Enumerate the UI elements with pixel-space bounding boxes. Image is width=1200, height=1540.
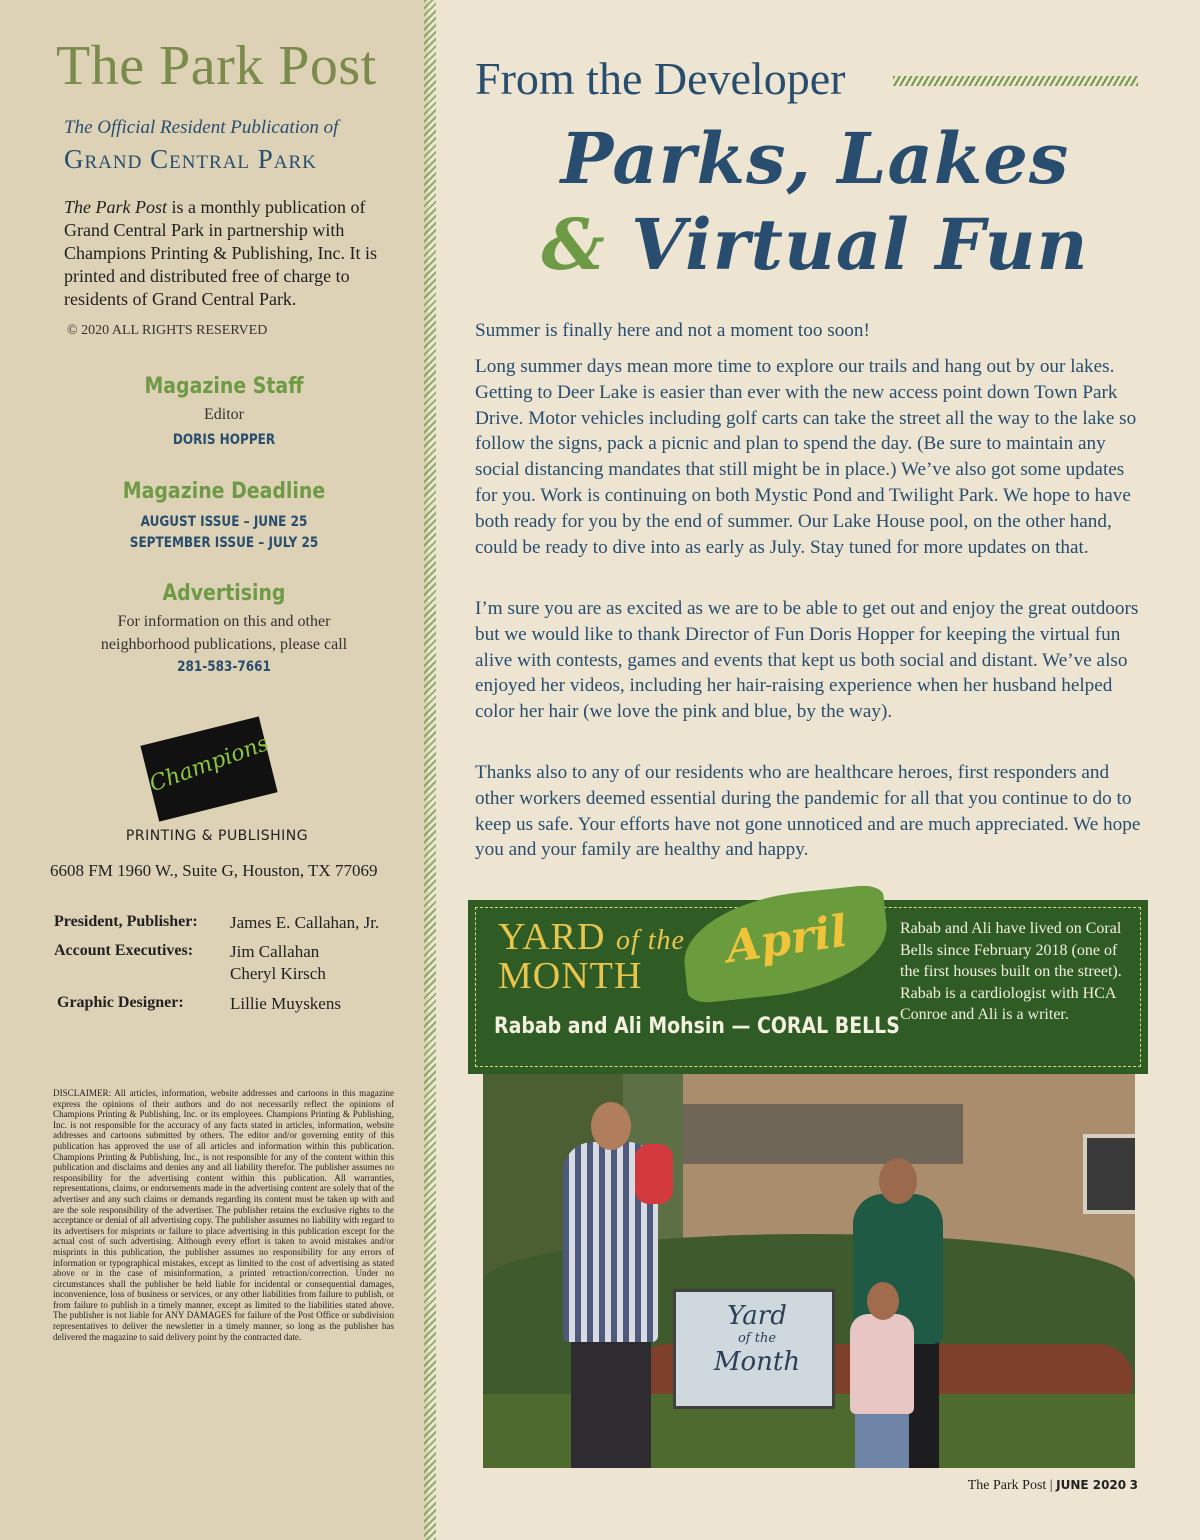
- section-kicker: From the Developer: [475, 53, 846, 104]
- advertising-heading: Advertising: [162, 581, 286, 606]
- yard-title: [498, 915, 685, 959]
- headline-line1: Parks, Lakes: [560, 117, 1070, 200]
- photo-roof: [663, 1104, 963, 1164]
- credit-label: President, Publisher:: [54, 913, 198, 930]
- winners-photo: [483, 1074, 1135, 1468]
- copyright: © 2020 ALL RIGHTS RESERVED: [67, 323, 268, 338]
- yard-sign: [673, 1289, 835, 1409]
- advertising-line2: neighborhood publications, please call: [100, 636, 348, 653]
- disclaimer: DISCLAIMER: All articles, information, website addresses and cartoons in this magazine express the opinions of their authors and do not necessarily reflect the opinions of Champions Printing & Publishing, Inc. or its employees. Champions Printing & Publishing, Inc. is not responsible for the accuracy of any facts stated in articles, information, website addresses and cartoons submitted by others. The editor and/or governing entity of this publication has approved the use of all articles and information within this publication. Champions Printing & Publishing, Inc., is not responsible for any of the content within this publication and disclaims and denies any and all liability therefor. The publisher assumes no responsibility for the advertising content within this publication. All warranties, representations, claims, or endorsements made in the advertising content are solely that of the advertiser and any such claims or demands regarding its content must be taken up with and are the sole responsibility of the advertiser. The publisher retains the exclusive rights to the acceptance or denial of all advertising copy. The publisher assumes no liability with regard to its advertisers for misprints or failure to place advertising in this publication except for the actual cost of such advertising. Although every effort is taken to avoid mistakes and/or misprints in this publication, the publisher assumes no responsibility for any errors of information or typographical mistakes, except as limited to the cost of advertising as stated above or in the case of misinformation, a printed retraction/correction. Under no circumstances shall the publisher be held liable for incidental or consequential damages, inconvenience, loss of business or services, or any other liabilities from failure to publish, or from failure to publish in a timely manner, except as limited to the liabilities stated above. The publisher is not liable for ANY DAMAGES for failure of the Post Office or subdivision representatives to deliver the newsletter in a timely manner, so long as the publisher has delivered the magazine to said delivery point by the contracted date.: [53, 1088, 394, 1342]
- credit-label: Account Executives:: [54, 942, 194, 959]
- staff-role: Editor: [204, 406, 244, 423]
- advertising-line1: For information on this and other: [117, 613, 331, 630]
- staff-name: DORIS HOPPER: [172, 432, 276, 448]
- article-paragraph: Thanks also to any of our residents who are healthcare heroes, first responders and other workers deemed essential during the pandemic for all that you continue to do to keep us safe. Your efforts have not gone unnoticed and are much appreciated. We hope you and your family are healthy and happy.: [475, 762, 1141, 861]
- article-paragraph: Long summer days mean more time to explore our trails and hang out by our lakes. Getting to Deer Lake is easier than ever with the new access point down Town Park Drive. Motor vehicles including golf carts can take the street all the way to the lake so follow the signs, pack a picnic and plan to spend the day. (Be sure to maintain any social distancing mandates that still might be in place.) We’ve also got some updates for you. Work is continuing on both Mystic Pond and Twilight Park. We hope to have both ready for you by the end of summer. Our Lake House pool, on the other hand, could be ready to dive into as early as July. Stay tuned for more updates on that.: [475, 356, 1137, 558]
- page-footer: [880, 1478, 1138, 1494]
- photo-person: [591, 1102, 631, 1150]
- credit-value: James E. Callahan, Jr.: [230, 913, 380, 932]
- champions-logo: [140, 716, 277, 821]
- credit-value: Cheryl Kirsch: [230, 964, 326, 983]
- photo-window: [1083, 1134, 1135, 1214]
- winners-description: Rabab and Ali have lived on Coral Bells since February 2018 (one of the first houses built on the street). Rabab is a cardiologist with HCA Conroe and Ali is a writer.: [900, 920, 1122, 1023]
- tagline: The Official Resident Publication of: [64, 117, 339, 138]
- community-name: Grand Central Park: [64, 144, 317, 174]
- credit-value: Jim Callahan: [230, 942, 320, 961]
- kicker-rule: [893, 76, 1138, 86]
- yard-title-word: YARD: [498, 916, 616, 958]
- photo-child: [867, 1282, 899, 1320]
- yard-title-month: MONTH: [498, 955, 643, 997]
- deadline-august: AUGUST ISSUE – JUNE 25: [140, 514, 308, 530]
- printing-label: PRINTING & PUBLISHING: [125, 828, 309, 844]
- footer-publication: The Park Post |: [967, 1478, 1057, 1493]
- deadline-heading: Magazine Deadline: [122, 479, 326, 504]
- publisher-address: 6608 FM 1960 W., Suite G, Houston, TX 77069: [50, 861, 378, 880]
- photo-person: [879, 1158, 917, 1204]
- headline-ampersand: &: [541, 203, 606, 286]
- photo-person: [571, 1342, 651, 1468]
- staff-heading: Magazine Staff: [144, 374, 304, 399]
- masthead: The Park Post: [56, 35, 377, 97]
- award-month: April: [723, 905, 851, 974]
- intro-text: is a monthly publication of Grand Central Park in partnership with Champions Printing & Publishing, Inc. It is printed and distributed free of charge to residents of Grand Central Park.: [64, 197, 378, 309]
- yard-sign-text: [688, 1300, 826, 1378]
- intro-title: The Park Post: [64, 197, 167, 217]
- credit-label: Graphic Designer:: [57, 994, 184, 1011]
- article-paragraph: Summer is finally here and not a moment too soon!: [475, 320, 870, 341]
- yard-title-of: of the: [615, 925, 685, 956]
- sidebar: [0, 0, 428, 1540]
- headline-line2: [470, 203, 1160, 286]
- yard-of-month-banner: [468, 900, 1148, 1074]
- sign-line: Yard: [727, 1301, 787, 1331]
- advertising-phone[interactable]: 281-583-7661: [177, 659, 271, 675]
- headline-text: Virtual Fun: [605, 203, 1089, 286]
- deadline-september: SEPTEMBER ISSUE – JULY 25: [129, 535, 319, 551]
- photo-child: [635, 1144, 673, 1204]
- page-number: 3: [1129, 1478, 1138, 1492]
- photo-child: [855, 1412, 909, 1468]
- publication-intro: [64, 196, 392, 311]
- article-paragraph: I’m sure you are as excited as we are to be able to get out and enjoy the great outdoors but we would like to thank Director of Fun Doris Hopper for keeping the virtual fun alive with contests, games and events that kept us both social and distant. We’ve also enjoyed her videos, including her hair-raising experience when her husband helped color her hair (we love the pink and blue, by the way).: [475, 598, 1139, 723]
- logo-text: Champions: [146, 731, 273, 798]
- credit-value: Lillie Muyskens: [230, 994, 341, 1013]
- sign-line: Month: [713, 1347, 801, 1377]
- photo-child: [850, 1314, 914, 1414]
- winners-name: Rabab and Ali Mohsin — CORAL BELLS: [494, 1014, 900, 1039]
- column-divider: [424, 0, 436, 1540]
- footer-issue: JUNE 2020: [1056, 1478, 1127, 1492]
- sign-line: of the: [737, 1331, 777, 1346]
